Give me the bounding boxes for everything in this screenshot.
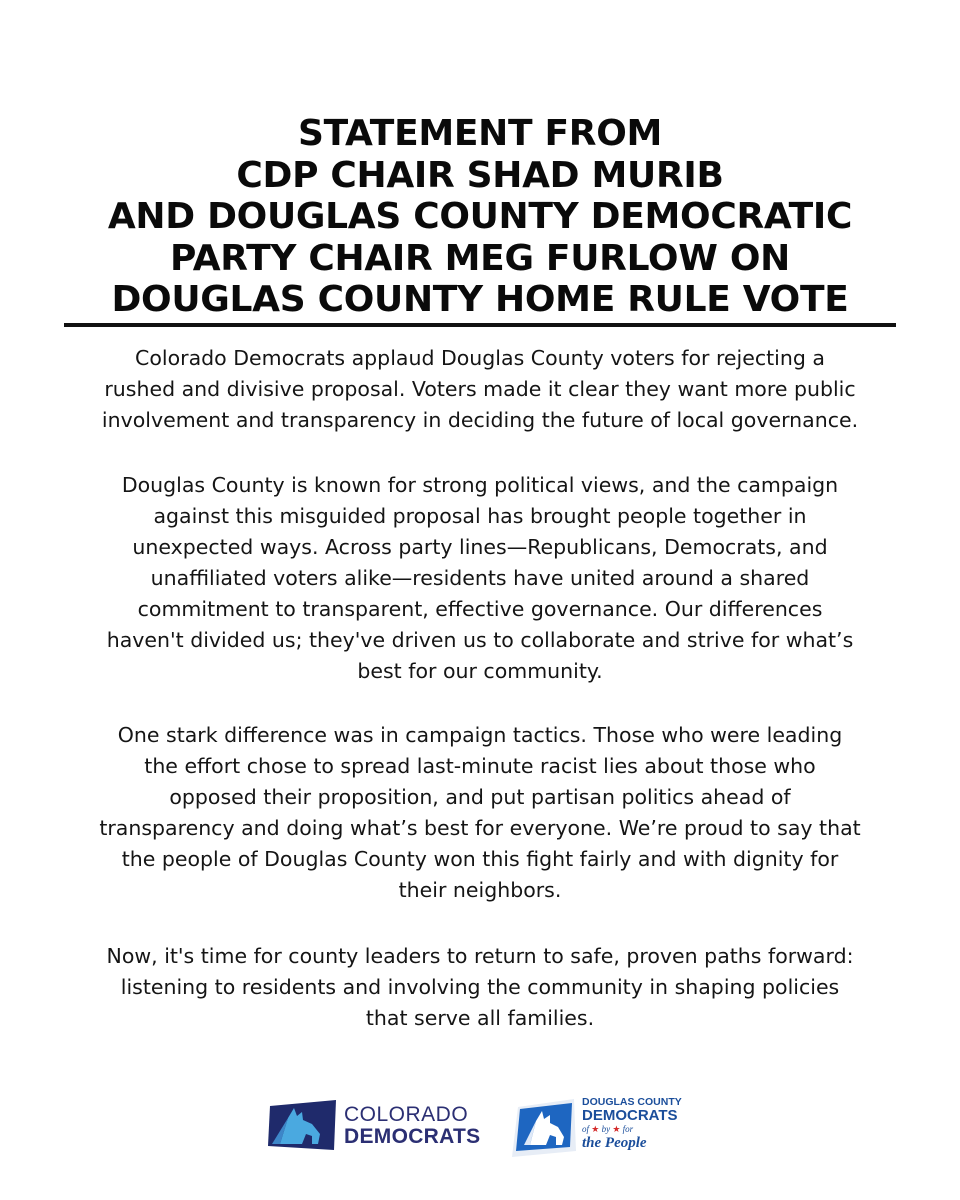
paragraph-4 bbox=[40, 941, 920, 1034]
paragraph-line: best for our community. bbox=[357, 659, 603, 683]
paragraph-line: their neighbors. bbox=[398, 878, 562, 902]
tagline-of: of bbox=[582, 1124, 590, 1134]
paragraph-line: listening to residents and involving the community in shaping policies bbox=[120, 975, 840, 999]
paragraph-2 bbox=[40, 470, 920, 687]
douglas-county-democrats-logo bbox=[508, 1093, 708, 1165]
statement-title bbox=[40, 113, 920, 321]
paragraph-line: commitment to transparent, effective governance. Our differences bbox=[137, 597, 823, 621]
douglas-logo-line4: the People bbox=[582, 1135, 647, 1151]
tagline-by: by bbox=[601, 1124, 611, 1134]
paragraph-line: transparency and doing what’s best for everyone. We’re proud to say that bbox=[99, 816, 861, 840]
paragraph-line: against this misguided proposal has brought people together in bbox=[153, 504, 807, 528]
title-line: DOUGLAS COUNTY HOME RULE VOTE bbox=[111, 279, 849, 320]
donkey-logo-icon bbox=[268, 1100, 338, 1152]
title-line: PARTY CHAIR MEG FURLOW ON bbox=[169, 237, 791, 279]
paragraph-1 bbox=[40, 343, 920, 436]
paragraph-line: the effort chose to spread last-minute racist lies about those who bbox=[144, 754, 816, 778]
douglas-logo-tagline bbox=[582, 1124, 633, 1135]
paragraph-line: rushed and divisive proposal. Voters made it clear they want more public bbox=[104, 377, 856, 401]
title-line: STATEMENT FROM bbox=[297, 113, 663, 154]
paragraph-line: the people of Douglas County won this fight fairly and with dignity for bbox=[121, 847, 839, 871]
paragraph-line: unexpected ways. Across party lines—Republicans, Democrats, and bbox=[132, 535, 828, 559]
colorado-logo-line1: COLORADO bbox=[344, 1103, 469, 1126]
paragraph-line: involvement and transparency in deciding the future of local governance. bbox=[101, 408, 859, 432]
paragraph-line: Now, it's time for county leaders to return to safe, proven paths forward: bbox=[106, 944, 854, 968]
paragraph-line: Colorado Democrats applaud Douglas County voters for rejecting a bbox=[135, 346, 825, 370]
tagline-for: for bbox=[622, 1124, 634, 1134]
paragraph-line: opposed their proposition, and put partisan politics ahead of bbox=[169, 785, 791, 809]
star-icon: ★ bbox=[612, 1124, 621, 1134]
paragraph-line: unaffiliated voters alike—residents have united around a shared bbox=[150, 566, 810, 590]
county-map-donkey-icon bbox=[508, 1093, 580, 1165]
douglas-logo-line2: DEMOCRATS bbox=[582, 1107, 678, 1124]
colorado-logo-line2: DEMOCRATS bbox=[344, 1125, 481, 1148]
title-divider bbox=[64, 323, 896, 327]
star-icon: ★ bbox=[591, 1124, 600, 1134]
paragraph-line: haven't divided us; they've driven us to collaborate and strive for what’s bbox=[106, 628, 854, 652]
title-line: CDP CHAIR SHAD MURIB bbox=[236, 154, 724, 196]
colorado-democrats-logo bbox=[268, 1100, 483, 1152]
paragraph-3 bbox=[40, 720, 920, 906]
douglas-logo-line1: DOUGLAS COUNTY bbox=[582, 1096, 682, 1108]
paragraph-line: Douglas County is known for strong political views, and the campaign bbox=[121, 473, 839, 497]
paragraph-line: One stark difference was in campaign tactics. Those who were leading bbox=[117, 723, 843, 747]
paragraph-line: that serve all families. bbox=[365, 1006, 595, 1030]
title-line: AND DOUGLAS COUNTY DEMOCRATIC bbox=[107, 196, 853, 237]
